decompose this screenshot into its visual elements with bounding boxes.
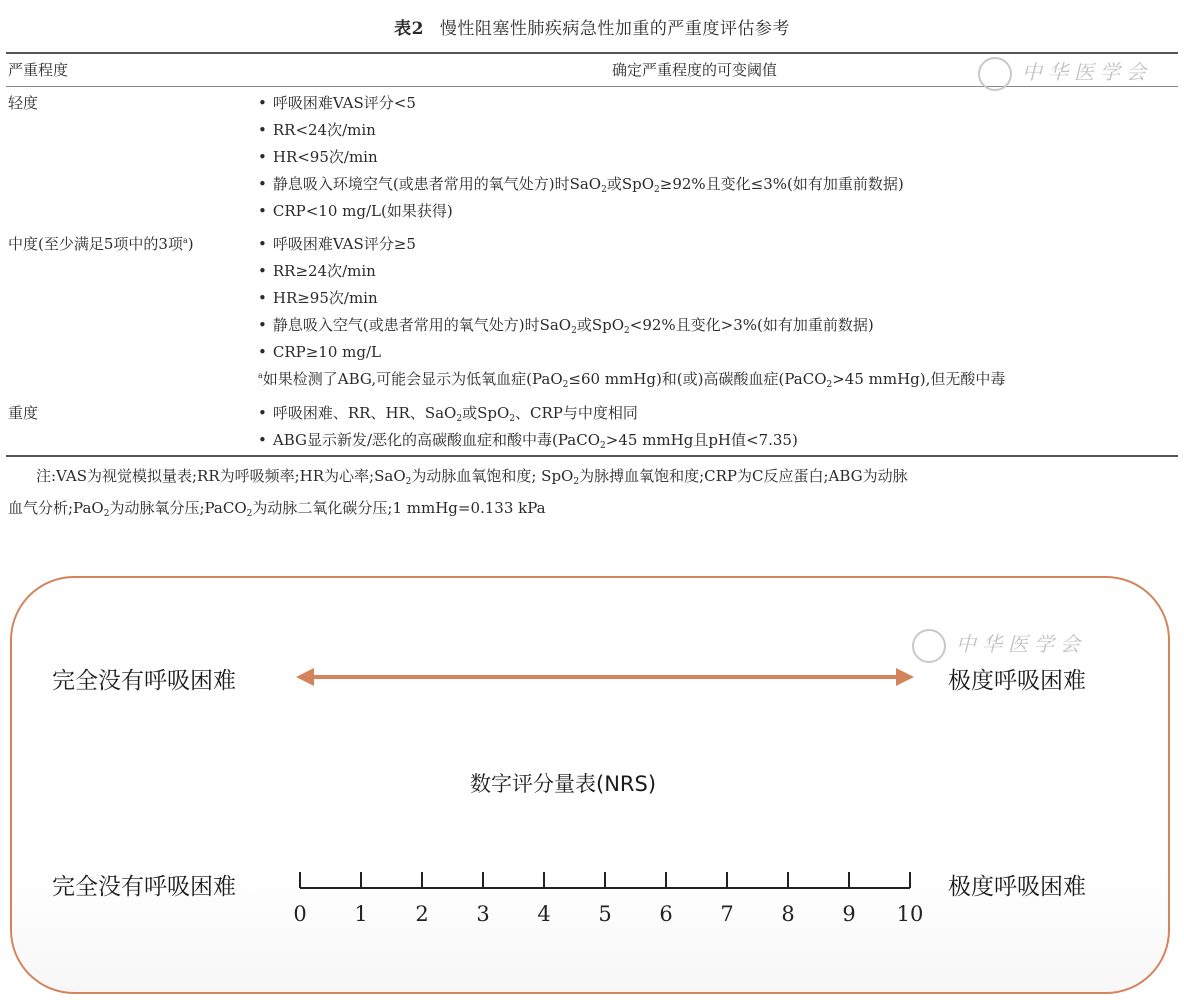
top-rule	[6, 52, 1178, 54]
list-item: • ABG显示新发/恶化的高碳酸血症和酸中毒(PaCO$_2$>45 mmHg且pH值<7.35)	[258, 431, 798, 451]
table-title-text: 慢性阻塞性肺疾病急性加重的严重度评估参考	[439, 19, 790, 39]
seal-icon	[978, 57, 1012, 91]
list-item: • RR<24次/min	[258, 121, 376, 139]
nrs-tick-label: 4	[537, 902, 551, 926]
footnote: $^a$如果检测了ABG,可能会显示为低氧血症(PaO$_2$≤60 mmHg)和(或)高碳酸血症(PaCO$_2$>45 mmHg),但无酸中毒	[258, 370, 1006, 390]
arrow-right-icon	[896, 668, 914, 686]
nrs-right-label: 极度呼吸困难	[948, 874, 1086, 900]
watermark-figure: 中华医学会	[912, 628, 1086, 663]
vas-left-label: 完全没有呼吸困难	[52, 668, 236, 694]
nrs-tick-label: 8	[781, 902, 795, 926]
list-item: • 静息吸入空气(或患者常用的氧气处方)时SaO$_2$或SpO$_2$<92%且变化>3%(如有加重前数据)	[258, 316, 874, 336]
list-item: • 呼吸困难VAS评分≥5	[258, 235, 416, 253]
table-note-line-1: 注:VAS为视觉模拟量表;RR为呼吸频率;HR为心率;SaO$_2$为动脉血氧饱和度; SpO$_2$为脉搏血氧饱和度;CRP为C反应蛋白;ABG为动脉	[36, 467, 908, 487]
nrs-title: 数字评分量表(NRS)	[470, 772, 657, 796]
severity-severe: 重度	[8, 404, 39, 422]
watermark-table: 中华医学会	[978, 56, 1152, 91]
list-item: • 静息吸入环境空气(或患者常用的氧气处方)时SaO$_2$或SpO$_2$≥92%且变化≤3%(如有加重前数据)	[258, 175, 904, 195]
list-item: • 呼吸困难、RR、HR、SaO$_2$或SpO$_2$、CRP与中度相同	[258, 404, 638, 424]
header-severity: 严重程度	[8, 61, 69, 79]
nrs-tick-label: 7	[720, 902, 734, 926]
nrs-tick-label: 1	[354, 902, 368, 926]
nrs-left-label: 完全没有呼吸困难	[52, 874, 236, 900]
severity-mild: 轻度	[8, 94, 39, 112]
arrow-left-icon	[296, 668, 314, 686]
nrs-scale-axis	[296, 868, 916, 894]
list-item: • RR≥24次/min	[258, 262, 376, 280]
nrs-tick-label: 6	[659, 902, 673, 926]
vas-double-arrow	[296, 666, 914, 688]
nrs-tick-label: 9	[842, 902, 856, 926]
header-threshold: 确定严重程度的可变阈值	[612, 61, 778, 79]
nrs-tick-label: 3	[476, 902, 490, 926]
severity-moderate: 中度(至少满足5项中的3项$^a$)	[8, 235, 194, 253]
bottom-rule	[6, 455, 1178, 457]
nrs-tick-label: 5	[598, 902, 612, 926]
nrs-tick-label: 10	[896, 902, 924, 926]
nrs-tick-label: 2	[415, 902, 429, 926]
list-item: • CRP≥10 mg/L	[258, 343, 381, 361]
table-note-line-2: 血气分析;PaO$_2$为动脉氧分压;PaCO$_2$为动脉二氧化碳分压;1 mmHg=0.133 kPa	[8, 499, 546, 519]
seal-icon	[912, 629, 946, 663]
list-item: • HR≥95次/min	[258, 289, 378, 307]
nrs-tick-label: 0	[293, 902, 307, 926]
list-item: • HR<95次/min	[258, 148, 378, 166]
table-title	[0, 14, 1184, 39]
vas-right-label: 极度呼吸困难	[948, 668, 1086, 694]
list-item: • CRP<10 mg/L(如果获得)	[258, 202, 453, 220]
table-number: 表2	[394, 19, 424, 39]
list-item: • 呼吸困难VAS评分<5	[258, 94, 416, 112]
